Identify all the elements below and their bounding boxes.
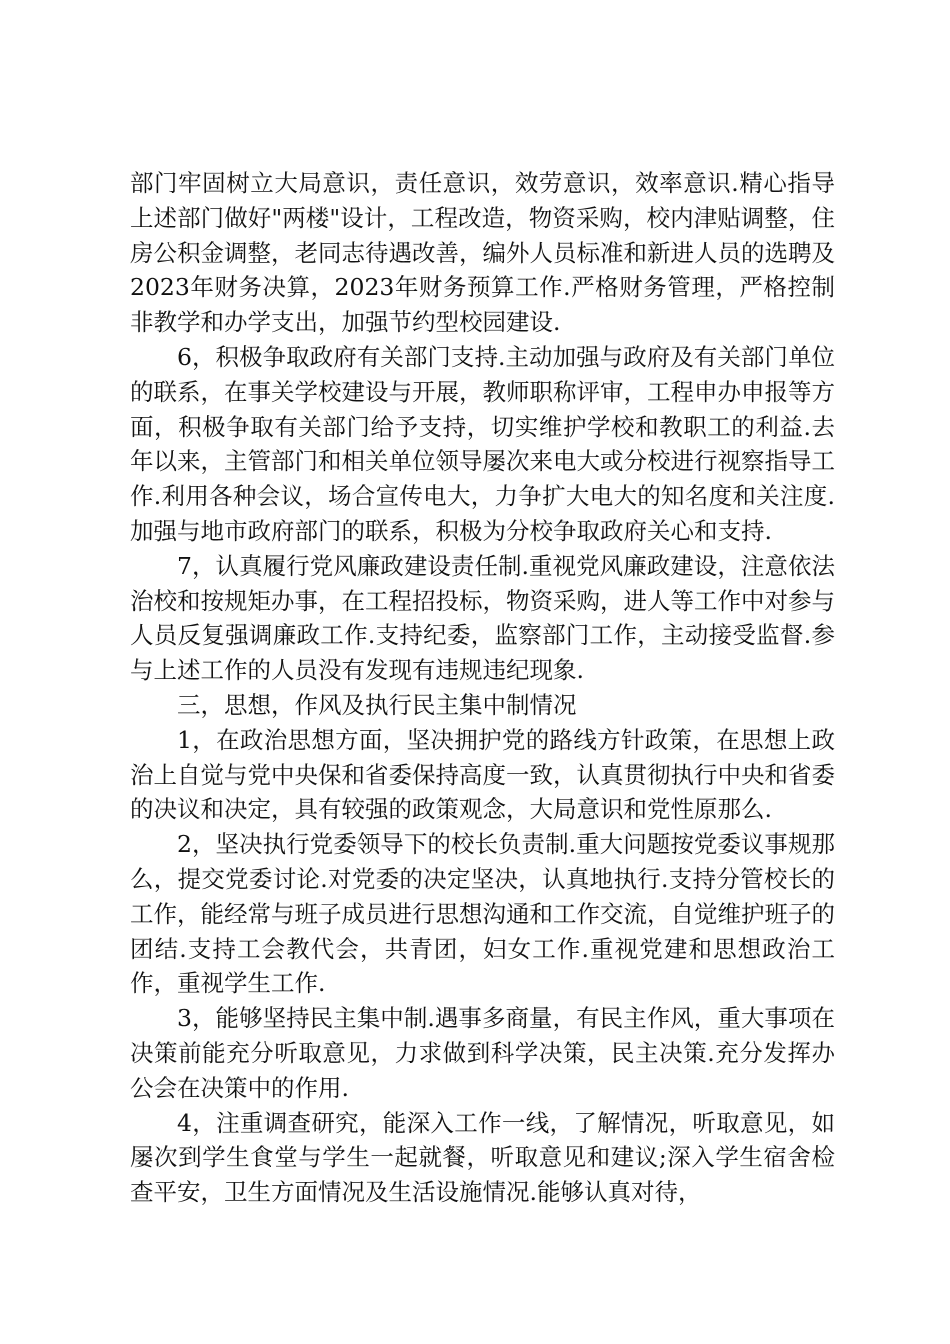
paragraph-item-2: 2，坚决执行党委领导下的校长负责制.重大问题按党委议事规那么，提交党委讨论.对党委的决定坚决，认真地执行.支持分管校长的工作，能经常与班子成员进行思想沟通和工作交流，自觉维护班子的团结.支持工会教代会，共青团，妇女工作.重视党建和思想政治工作，重视学生工作. bbox=[130, 830, 835, 998]
paragraph-item-6: 6，积极争取政府有关部门支持.主动加强与政府及有关部门单位的联系，在事关学校建设与开展，教师职称评审，工程申办申报等方面，积极争取有关部门给予支持，切实维护学校和教职工的利益.去年以来，主管部门和相关单位领导屡次来电大或分校进行视察指导工作.利用各种会议，场合宣传电大，力争扩大电大的知名度和关注度.加强与地市政府部门的联系，积极为分校争取政府关心和支持. bbox=[130, 342, 835, 545]
paragraph-item-3: 3，能够坚持民主集中制.遇事多商量，有民主作风，重大事项在决策前能充分听取意见，力求做到科学决策，民主决策.充分发挥办公会在决策中的作用. bbox=[130, 1004, 835, 1102]
section-heading-3: 三，思想，作风及执行民主集中制情况 bbox=[177, 690, 577, 719]
paragraph-continuation: 部门牢固树立大局意识，责任意识，效劳意识，效率意识.精心指导上述部门做好"两楼"设计，工程改造，物资采购，校内津贴调整，住房公积金调整，老同志待遇改善，编外人员标准和新进人员的选聘及2023年财务决算，2023年财务预算工作.严格财务管理，严格控制非教学和办学支出，加强节约型校园建设. bbox=[130, 169, 835, 337]
paragraph-item-4: 4，注重调查研究，能深入工作一线，了解情况，听取意见，如屡次到学生食堂与学生一起就餐，听取意见和建议;深入学生宿舍检查平安，卫生方面情况及生活设施情况.能够认真对待， bbox=[130, 1108, 835, 1207]
paragraph-item-1: 1，在政治思想方面，坚决拥护党的路线方针政策，在思想上政治上自觉与党中央保和省委保持高度一致，认真贯彻执行中央和省委的决议和决定，具有较强的政策观念，大局意识和党性原那么. bbox=[130, 725, 835, 824]
document-body bbox=[130, 166, 835, 1210]
paragraph-item-7: 7，认真履行党风廉政建设责任制.重视党风廉政建设，注意依法治校和按规矩办事，在工程招投标，物资采购，进人等工作中对参与人员反复强调廉政工作.支持纪委，监察部门工作，主动接受监督.参与上述工作的人员没有发现有违规违纪现象. bbox=[130, 551, 835, 685]
